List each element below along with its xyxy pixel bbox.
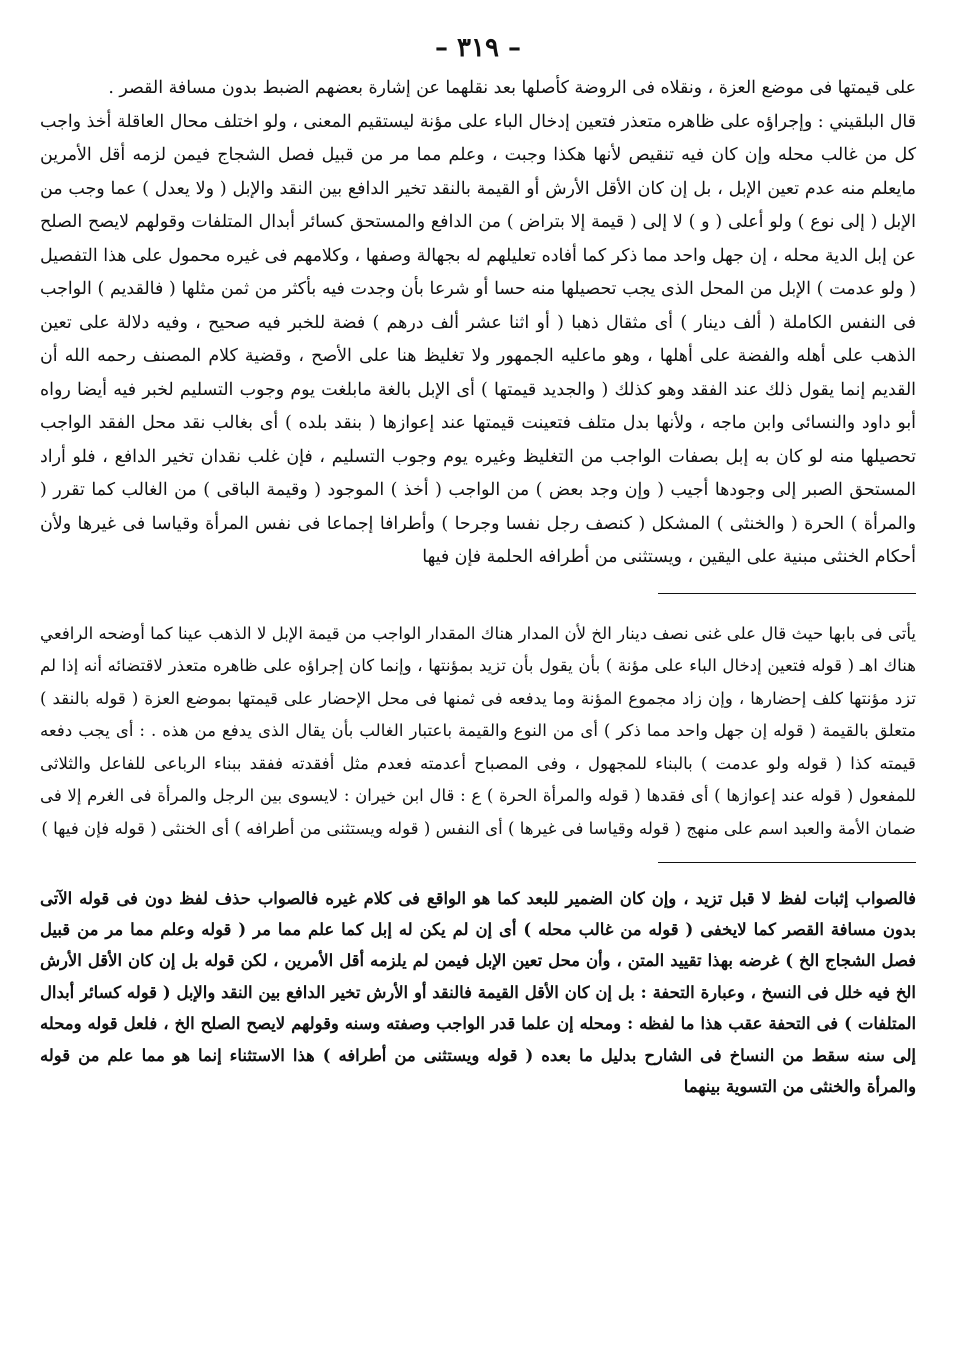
commentary-paragraph: يأتى فى بابها حيث قال على غنى نصف دينار الخ لأن المدار هناك المقدار الواجب من قيمة الإبل لا الذهب عينا كما أوضحه الرافعي هناك اهـ ( قوله فتعين إدخال الباء على مؤنة ) بأن يقول بأن تزيد بمؤنتها ، وإنما كان إجراؤه على ظاهره متعذر لاقتضائه أنه إذا لم تزد مؤنتها كلف إحضارها ، وإن زاد مجموع المؤنة وما يدفعه فى ثمنها فى محل الإحضار على قيمتها بموضع العزة ( قوله بالنقد ) متعلق بالقيمة ( قوله إن جهل واحد مما ذكر ) أى من النوع والقيمة باعتبار الغالب بأن يقال الذى يدفع من هذه . : أى يجب دفعه قيمته كذا ( قوله ولو عدمت ) بالبناء للمجهول ، وفى المصباح أعدمته فعدم مثل أفقدته ففقد ببناء الرباعى للفاعل والثلاثى للمفعول ( قوله عند إعوازها ) أى فقدها ( قوله والمرأة الحرة ) ع : قال ابن خيران : لايسوى بين الرجل والمرأة فى الغرم إلا فى ضمان الأمة والعبد اسم على منهج ( قوله وقياسا فى غيرها ) أى النفس ( قوله ويستثنى من أطرافه ) أى الخنثى ( قوله فإن فيها ) bbox=[40, 623, 916, 839]
footnote-divider bbox=[658, 593, 916, 594]
commentary-first-margin bbox=[40, 618, 916, 846]
commentary-paragraph: فالصواب إثبات لفظ لا قبل تزيد ، وإن كان الضمير للبعد كما هو الواقع فى كلام غيره فالصواب حذف لفظ دون فى قوله الآتى بدون مسافة القصر كما لايخفى ( قوله من غالب محله ) أى إن لم يكن له إبل كما علم مما مر ( قوله وعلم مما مر من قبيل فصل الشجاج الخ ) غرضه بهذا تقييد المتن ، وأن محل تعين الإبل فيمن لم يلزمه أقل الأمرين ، لكن قوله بل إن كان الأقل الأرش الخ فيه خلل فى النسخ ، وعبارة التحفة : بل إن كان الأقل القيمة فالنقد أو الأرش تخير الدافع بين النقد والإبل ( قوله كسائر أبدال المتلفات ) فى التحفة عقب هذا ما لفظه : ومحله إن علما قدر الواجب وصفته وسنه وقولهم لايصح الصلح الخ ، فلعل قوله ومحله إلى سنه سقط من النساخ فى الشارح بدليل ما بعده ( قوله ويستثنى من أطرافه ) هذا الاستثناء إنما هو مما علم من قوله والمرأة والخنثى من التسوية بينهما bbox=[40, 888, 916, 1097]
footnote-divider bbox=[658, 862, 916, 863]
commentary-second-margin bbox=[40, 883, 916, 1103]
main-paragraph: على قيمتها فى موضع العزة ، ونقلاه فى الروضة كأصلها بعد نقلهما عن إشارة بعضهم الضبط بدون مسافة القصر . bbox=[108, 78, 916, 98]
main-text bbox=[40, 72, 916, 575]
main-paragraph: قال البلقيني : وإجراؤه على ظاهره متعذر فتعين إدخال الباء على مؤنة ليستقيم المعنى ، ولو اختلف محال العاقلة أخذ واجب كل من غالب محله وإن كان فيه تنقيص لأنها هكذا وجبت ، وعلم مما مر من قبيل فصل الشجاج فيمن لزمه أقل الأمرين مايعلم منه عدم تعين الإبل ، بل إن كان الأقل الأرش أو القيمة بالنقد تخير الدافع بين النقد والإبل ( ولا يعدل ) عما وجب من الإبل ( إلى نوع ) ولو أعلى ( و ) لا إلى ( قيمة إلا بتراض ) من الدافع والمستحق كسائر أبدال المتلفات وقولهم لايصح الصلح عن إبل الدية محله ، إن جهل واحد مما ذكر كما أفاده تعليلهم له بجهالة وصفها ، وكلامهم فى غيره محمول على هذا التفصيل ( ولو عدمت ) الإبل من المحل الذى يجب تحصيلها منه حسا أو شرعا بأن وجدت فيه بأكثر من ثمن مثلها ( فالقديم ) الواجب فى النفس الكاملة ( ألف دينار ) أى مثقال ذهبا ( أو اثنا عشر ألف درهم ) فضة للخبر فيه صحيح ، وفيه دلالة على تعين الذهب على أهله والفضة على أهلها ، وهو ماعليه الجمهور ولا تغليظ هنا على الأصح ، وقضية كلام المصنف رحمه الله أن القديم إنما يقول ذلك عند الفقد وهو كذلك ( والجديد قيمتها ) أى الإبل بالغة مابلغت يوم وجوب التسليم لخبر فيه أيضا رواه أبو داود والنسائى وابن ماجه ، ولأنها بدل متلف فتعينت قيمتها عند إعوازها ( بنقد بلده ) أى بغالب نقد محل الفقد الواجب تحصيلها منه لو كان به إبل بصفات الواجب من التغليظ وغيره يوم وجوب التسليم ، فإن غلب نقدان تخير الدافع ، فلو أراد المستحق الصبر إلى وجودها أجيب ( وإن وجد بعض ) من الواجب ( أخذ ) الموجود ( وقيمة الباقى ) من الغالب كما تقرر ( والمرأة ) الحرة ( والخنثى ) المشكل ( كنصف رجل نفسا وجرحا ) وأطرافا إجماعا فى نفس المرأة وقياسا فى غيرها ولأن أحكام الخنثى مبنية على اليقين ، ويستثنى من أطرافه الحلمة فإن فيها bbox=[40, 111, 916, 567]
page-number: – ٣١٩ – bbox=[434, 33, 522, 63]
book-page bbox=[40, 28, 916, 1348]
